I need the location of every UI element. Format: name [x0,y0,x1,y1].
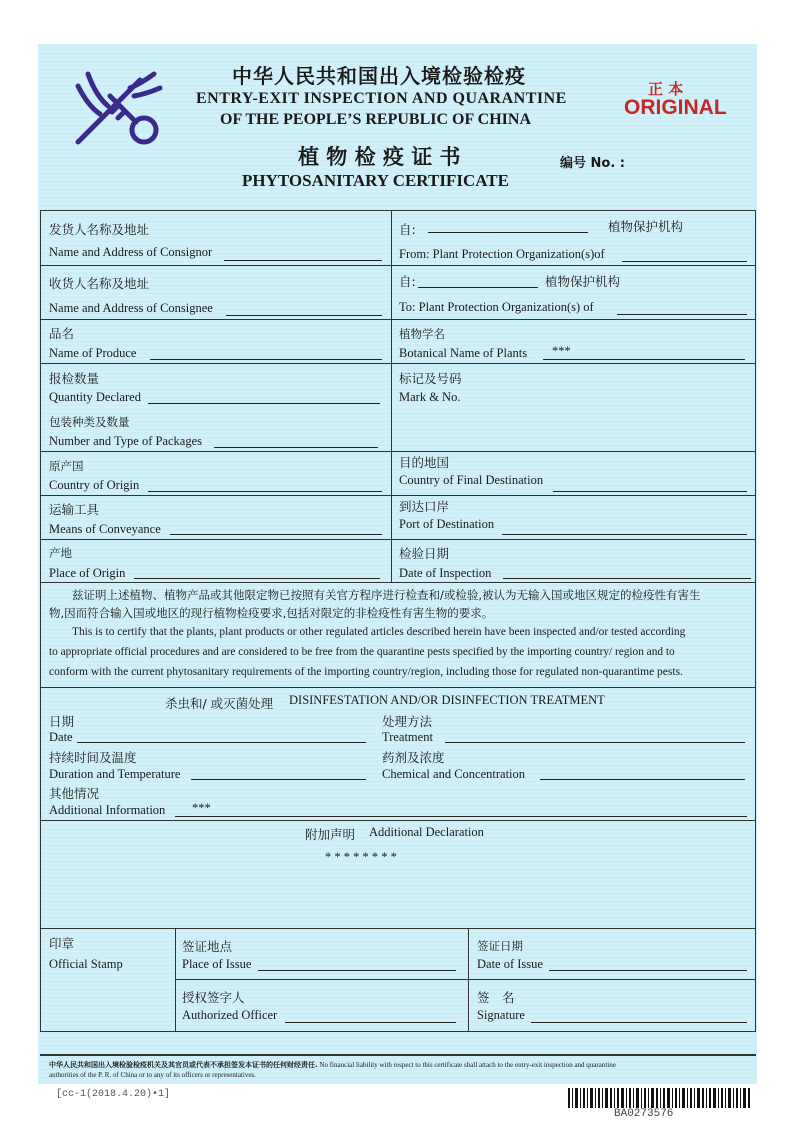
duration-field[interactable] [191,779,366,780]
declaration-heading-en: Additional Declaration [369,825,484,839]
certification-text-en-1: This is to certify that the plants, plant products or other regulated articles described herein have been inspected and/or tested according [72,626,686,638]
row-divider [40,582,756,583]
treatment-method-label-cn: 处理方法 [382,714,433,729]
disclaimer-en-2: authorities of the P. R. of China or to any of its officers or representatives. [49,1071,256,1079]
additional-info-value: *** [192,801,211,815]
signature-field[interactable] [531,1022,747,1023]
disclaimer-cn: 中华人民共和国出入境检验检疫机关及其官员或代表不承担签发本证书的任何财经责任. [49,1061,318,1069]
botanical-label-cn: 植物学名 [399,327,445,341]
row-divider [40,265,756,266]
form-code: [cc-1(2018.4.20)•1] [56,1089,171,1100]
stamp-label-cn: 印章 [49,936,75,951]
to-suffix-cn: 植物保护机构 [545,274,621,289]
packages-field[interactable] [214,447,378,448]
quantity-label-cn: 报检数量 [49,371,100,386]
port-field[interactable] [502,534,747,535]
origin-label-en: Country of Origin [49,478,140,492]
signature-label-en: Signature [477,1008,525,1022]
authorized-officer-label-cn: 授权签字人 [182,990,245,1005]
certification-text-cn-1: 兹证明上述植物、植物产品或其他限定物已按照有关官方程序进行检查和/或检验,被认为无输入国或地区规定的检疫性有害生 [72,588,701,602]
row-divider [40,687,756,688]
serial-number: BA0273576 [614,1108,674,1120]
row-divider [40,363,756,364]
treatment-date-label-cn: 日期 [49,714,75,729]
port-label-en: Port of Destination [399,517,495,531]
conveyance-field[interactable] [170,534,382,535]
stamp-label-en: Official Stamp [49,957,123,971]
produce-field[interactable] [150,359,382,360]
additional-info-label-en: Additional Information [49,803,166,817]
produce-label-en: Name of Produce [49,346,137,360]
consignee-label-en: Name and Address of Consignee [49,301,213,315]
chemical-label-cn: 药剂及浓度 [382,750,445,765]
quantity-field[interactable] [148,403,380,404]
certificate-title-cn: 植 物 检 疫 证 书 [298,145,461,169]
treatment-method-label-en: Treatment [382,730,433,744]
from-label-en: From: Plant Protection Organization(s)of [399,247,605,261]
botanical-label-en: Botanical Name of Plants [399,346,528,360]
date-of-issue-field[interactable] [549,970,747,971]
consignor-field[interactable] [224,260,382,261]
to-organization-field[interactable] [617,314,747,315]
inspection-date-label-cn: 检验日期 [399,546,450,561]
date-of-issue-label-cn: 签证日期 [477,939,523,953]
destination-label-cn: 目的地国 [399,455,450,470]
declaration-value: * * * * * * * * [325,850,397,864]
treatment-date-label-en: Date [49,730,73,744]
row-divider [40,928,756,929]
from-prefix-cn: 自: [399,222,416,237]
consignor-label-en: Name and Address of Consignor [49,245,213,259]
mark-label-cn: 标记及号码 [399,371,462,386]
duration-label-en: Duration and Temperature [49,767,181,781]
row-divider [40,539,756,540]
issuer-title-en-line2: OF THE PEOPLE’S REPUBLIC OF CHINA [220,111,531,128]
certification-text-en-2: to appropriate official procedures and are considered to be free from the quarantine pests specified by the importing country/ region and to [49,646,675,658]
from-organization-field[interactable] [622,261,747,262]
footer-rule [40,1054,756,1056]
duration-label-cn: 持续时间及温度 [49,750,137,765]
origin-field[interactable] [148,491,382,492]
treatment-method-field[interactable] [445,742,745,743]
issuer-title-cn: 中华人民共和国出入境检验检疫 [232,64,526,88]
to-prefix-cn: 自: [399,274,416,289]
botanical-field[interactable] [543,359,745,360]
place-label-en: Place of Origin [49,566,126,580]
additional-info-label-cn: 其他情况 [49,786,100,801]
destination-field[interactable] [553,491,747,492]
treatment-date-field[interactable] [77,742,366,743]
treatment-heading-cn: 杀虫和/ 或灭菌处理 [165,696,274,711]
chemical-field[interactable] [540,779,745,780]
mark-label-en: Mark & No. [399,390,461,404]
treatment-heading-en: DISINFESTATION AND/OR DISINFECTION TREATMENT [289,693,605,707]
packages-label-en: Number and Type of Packages [49,434,203,448]
date-of-issue-label-en: Date of Issue [477,957,543,971]
place-field[interactable] [134,578,380,579]
to-label-en: To: Plant Protection Organization(s) of [399,300,594,314]
produce-label-cn: 品名 [49,326,75,341]
port-label-cn: 到达口岸 [399,499,450,514]
from-suffix-cn: 植物保护机构 [608,219,684,234]
place-of-issue-label-en: Place of Issue [182,957,252,971]
declaration-heading-cn: 附加声明 [305,827,356,842]
disclaimer-en-1: No financial liability with respect to this certificate shall attach to the entry-exit inspection and quarantine [319,1061,616,1069]
conveyance-label-en: Means of Conveyance [49,522,161,536]
conveyance-label-cn: 运输工具 [49,502,100,517]
signature-label-cn: 签 名 [477,990,515,1005]
main-form-table [40,210,756,1032]
row-divider [40,319,756,320]
quantity-label-en: Quantity Declared [49,390,141,404]
column-divider [175,928,176,1031]
consignor-label-cn: 发货人名称及地址 [49,222,150,237]
certificate-title-en: PHYTOSANITARY CERTIFICATE [242,171,509,190]
to-country-field[interactable] [418,287,538,288]
from-country-field[interactable] [428,232,588,233]
destination-label-en: Country of Final Destination [399,473,544,487]
caduceus-key-emblem-icon [70,66,166,148]
additional-info-field[interactable] [175,816,747,817]
botanical-value: *** [552,344,571,358]
place-label-cn: 产地 [49,546,72,560]
authorized-officer-label-en: Authorized Officer [182,1008,278,1022]
certificate-number-label: 编号 No. : [560,156,626,171]
consignee-field[interactable] [226,315,382,316]
certification-text-cn-2: 物,因而符合输入国或地区的现行植物检疫要求,包括对限定的非检疫性有害生物的要求。 [49,606,494,620]
inspection-date-field[interactable] [503,578,751,579]
certification-text-en-3: conform with the current phytosanitary requirements of the importing country/region, including those for regulated non-quarantime pests. [49,666,683,678]
origin-label-cn: 原产国 [49,459,84,473]
column-divider [468,928,469,1031]
authorized-officer-field[interactable] [285,1022,456,1023]
barcode-icon [568,1088,752,1108]
place-of-issue-field[interactable] [258,970,456,971]
original-mark-cn: 正 本 [648,80,684,98]
row-divider [40,820,756,821]
inspection-date-label-en: Date of Inspection [399,566,492,580]
consignee-label-cn: 收货人名称及地址 [49,276,150,291]
disclaimer [49,1060,616,1080]
original-mark-en: ORIGINAL [624,96,727,119]
row-divider [175,979,756,980]
chemical-label-en: Chemical and Concentration [382,767,526,781]
row-divider [40,495,756,496]
place-of-issue-label-cn: 签证地点 [182,939,233,954]
row-divider [40,451,756,452]
packages-label-cn: 包装种类及数量 [49,415,130,429]
issuer-title-en-line1: ENTRY-EXIT INSPECTION AND QUARANTINE [196,90,567,107]
